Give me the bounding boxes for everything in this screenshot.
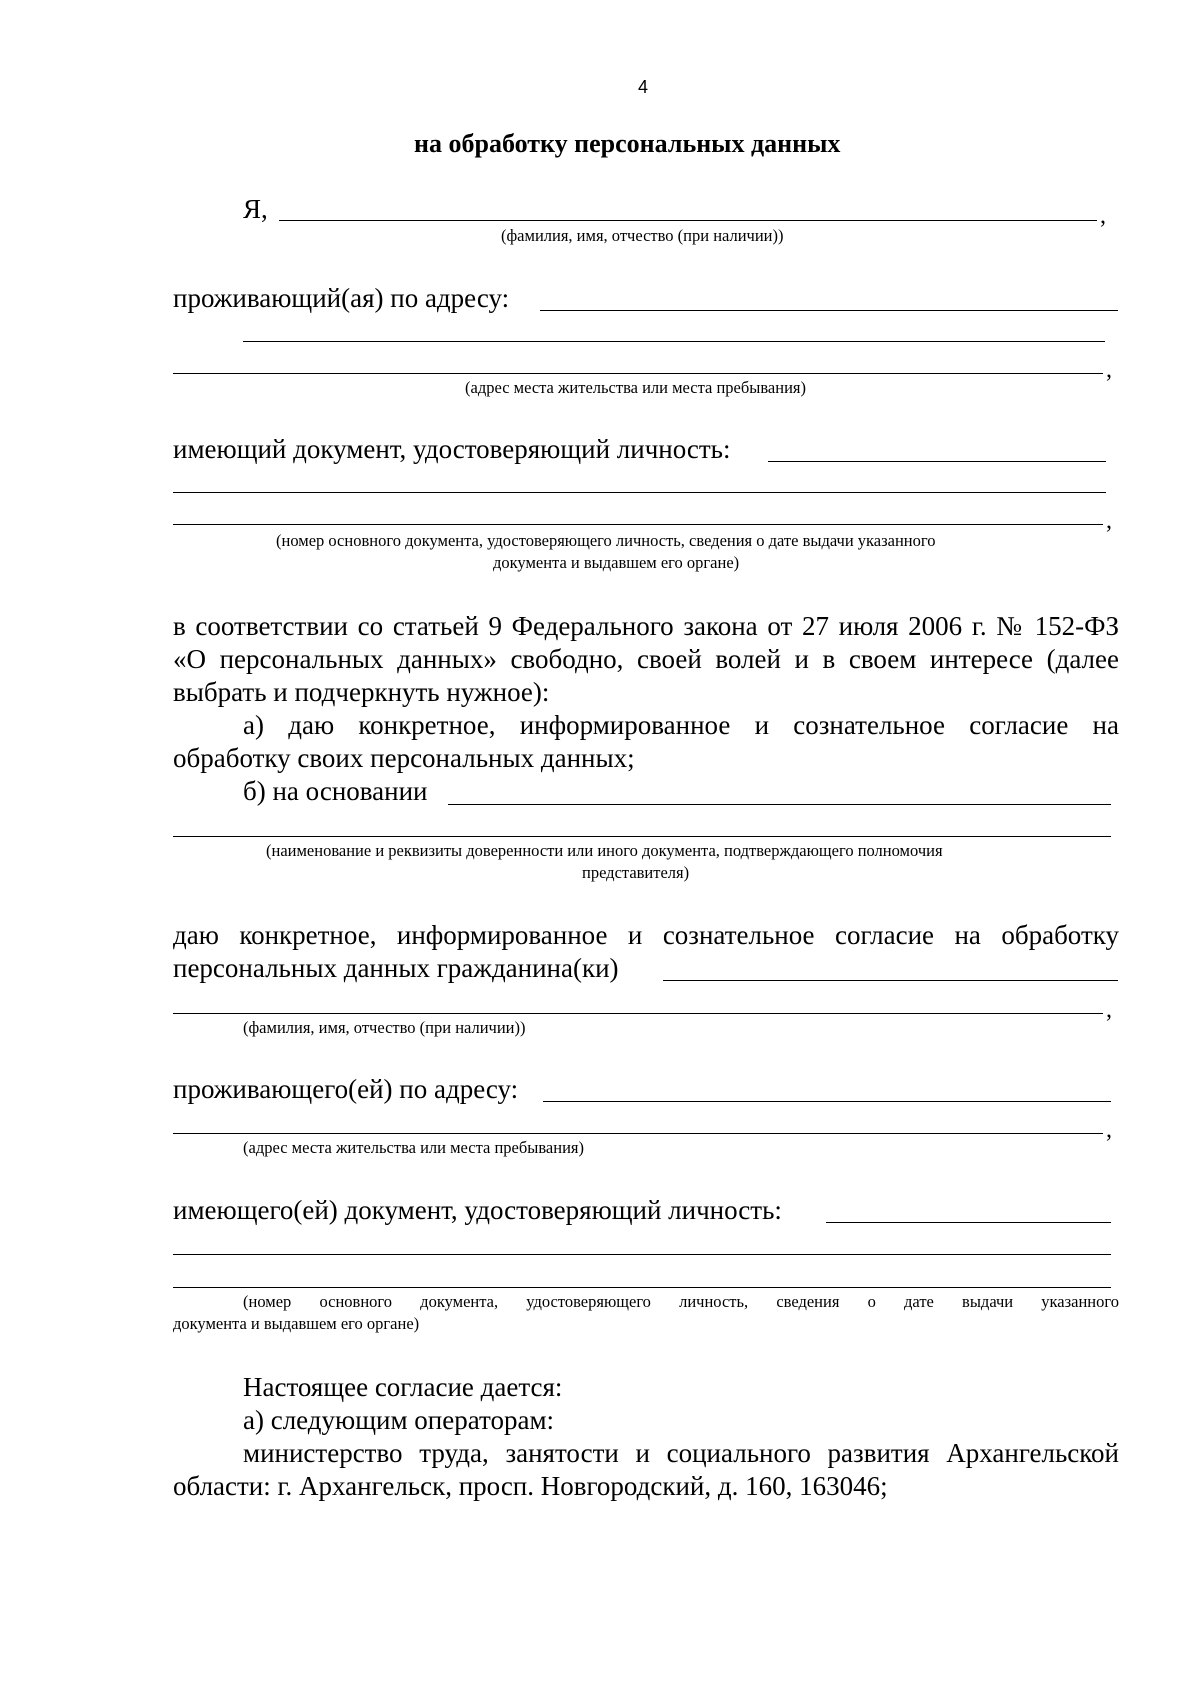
operators-label: а) следующим операторам: [243, 1405, 555, 1435]
representative-fio-caption: (фамилия, имя, отчество (при наличии)) [243, 1018, 526, 1037]
address-input-line-1[interactable] [540, 310, 1118, 311]
option-b-input-line-2[interactable] [173, 836, 1111, 837]
comma: , [1106, 1117, 1112, 1143]
representative-fio-input-line-1[interactable] [663, 980, 1118, 981]
representative-document-input-line-1[interactable] [826, 1222, 1111, 1223]
fio-input-line[interactable] [279, 220, 1097, 221]
document-caption-line-1: (номер основного документа, удостоверяющего личность, сведения о дате выдачи указанного [276, 531, 936, 550]
representative-address-input-line-2[interactable] [173, 1133, 1103, 1134]
address-label: проживающий(ая) по адресу: [173, 283, 510, 313]
document-label: имеющий документ, удостоверяющий личность: [173, 434, 731, 464]
option-b-caption-line-1: (наименование и реквизиты доверенности или иного документа, подтверждающего полномочия [266, 841, 943, 860]
operator-line-1: министерство труда, занятости и социального развития Архангельской [243, 1438, 1119, 1468]
representative-document-input-line-2[interactable] [173, 1254, 1111, 1255]
fio-label: Я, [243, 194, 268, 224]
representative-document-label: имеющего(ей) документ, удостоверяющий личность: [173, 1195, 782, 1225]
representative-document-caption-line-2: документа и выдавшем его органе) [173, 1314, 420, 1333]
option-b-label: б) на основании [243, 776, 428, 806]
representative-text-line-1: даю конкретное, информированное и сознательное согласие на обработку [173, 920, 1119, 950]
representative-address-label: проживающего(ей) по адресу: [173, 1074, 519, 1104]
comma: , [1106, 997, 1112, 1023]
document-input-line-1[interactable] [768, 461, 1106, 462]
fio-caption: (фамилия, имя, отчество (при наличии)) [501, 226, 784, 245]
representative-document-input-line-3[interactable] [173, 1287, 1111, 1288]
document-input-line-3[interactable] [173, 524, 1103, 525]
page-title: на обработку персональных данных [414, 129, 841, 158]
option-b-caption-line-2: представителя) [582, 863, 690, 882]
legal-text-line-3: выбрать и подчеркнуть нужное): [173, 677, 550, 707]
address-input-line-2[interactable] [243, 341, 1105, 342]
comma: , [1100, 203, 1106, 229]
page-number: 4 [638, 77, 649, 97]
representative-address-input-line-1[interactable] [543, 1101, 1111, 1102]
option-a-line-2: обработку своих персональных данных; [173, 743, 635, 773]
comma: , [1106, 357, 1112, 383]
option-a-line-1: а) даю конкретное, информированное и сознательное согласие на [243, 710, 1119, 740]
option-b-input-line-1[interactable] [448, 804, 1111, 805]
representative-fio-input-line-2[interactable] [173, 1013, 1103, 1014]
legal-text-line-2: «О персональных данных» свободно, своей волей и в своем интересе (далее [173, 644, 1119, 674]
representative-document-caption-line-1: (номер основного документа, удостоверяющего личность, сведения о дате выдачи указанного [243, 1292, 1119, 1311]
address-input-line-3[interactable] [173, 373, 1103, 374]
document-input-line-2[interactable] [173, 492, 1106, 493]
address-caption: (адрес места жительства или места пребывания) [465, 378, 806, 397]
comma: , [1106, 508, 1112, 534]
representative-address-caption: (адрес места жительства или места пребывания) [243, 1138, 584, 1157]
document-caption-line-2: документа и выдавшем его органе) [493, 553, 740, 572]
operator-line-2: области: г. Архангельск, просп. Новгородский, д. 160, 163046; [173, 1471, 888, 1501]
representative-text-line-2: персональных данных гражданина(ки) [173, 953, 619, 983]
consent-intro: Настоящее согласие дается: [243, 1372, 563, 1402]
legal-text-line-1: в соответствии со статьей 9 Федерального закона от 27 июля 2006 г. № 152-ФЗ [173, 611, 1119, 641]
